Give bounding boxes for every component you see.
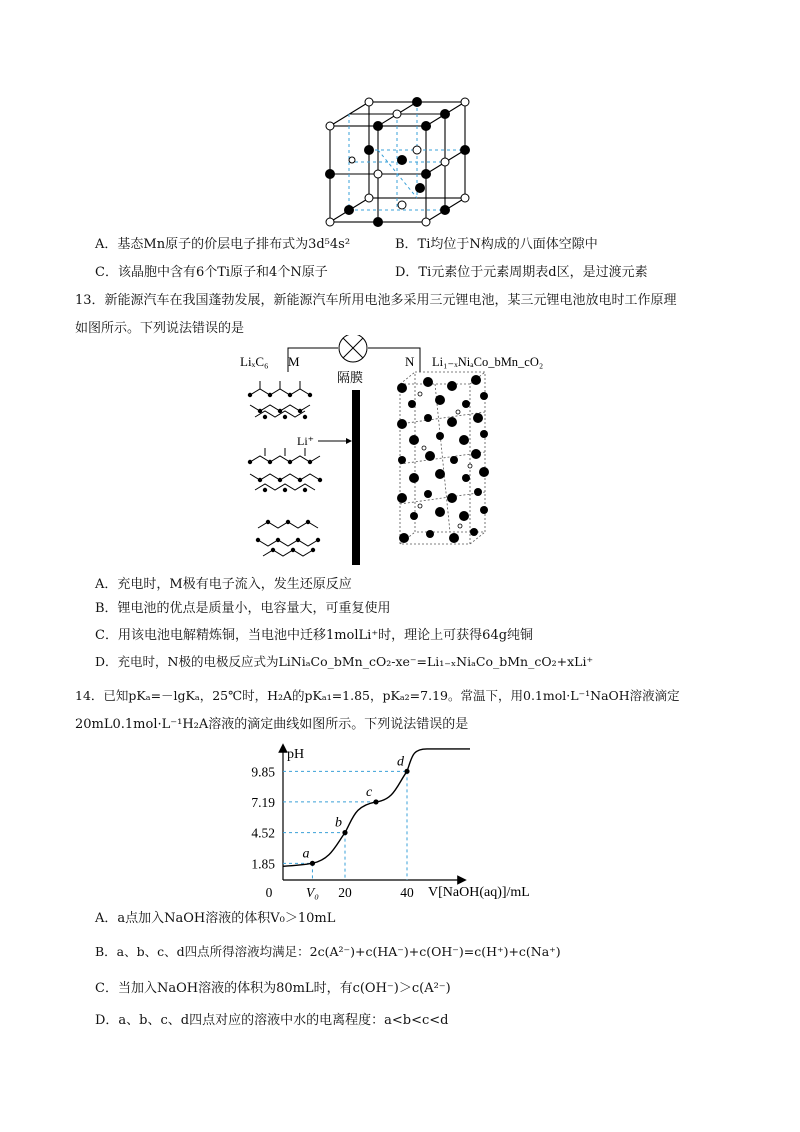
ion-label: Li⁺ (297, 434, 314, 448)
x-tick-label-3: 40 (400, 885, 414, 900)
point-label-c: c (366, 784, 373, 800)
x-axis-label: V[NaOH(aq)]/mL (428, 885, 530, 900)
q12-option-c: C．该晶胞中含有6个Ti原子和4个N原子 (95, 265, 328, 280)
x-tick-label-1: V₀ (305, 885, 319, 900)
graphite-atoms (248, 393, 322, 552)
q14-option-c: C．当加入NaOH溶液的体积为80mL时，有c(OH⁻)＞c(A²⁻) (95, 981, 451, 996)
x-tick-label-2: 20 (338, 885, 352, 900)
y-tick-label-2: 7.19 (251, 794, 275, 810)
q14-stem-line1: 14．已知pKₐ=－lgKₐ，25℃时，H₂A的pKₐ₁=1.85，pKₐ₂=7.19。常温下，用0.1mol·L⁻¹NaOH溶液滴定 (75, 688, 680, 703)
q14-option-b: B．a、b、c、d四点所得溶液均满足：2c(A²⁻)+c(HA⁻)+c(OH⁻)=c(H⁺)+c(Na⁺) (95, 944, 561, 959)
y-tick-label-0: 1.85 (251, 856, 275, 872)
y-tick-label-1: 4.52 (251, 825, 275, 841)
point-d (404, 769, 409, 774)
q13-option-d: D．充电时，N极的电极反应式为LiNiₐCo_bMn_cO₂-xe⁻=Li₁₋ₓNiₐCo_bMn_cO₂+xLi⁺ (95, 654, 594, 669)
x-tick-label-0: 0 (265, 885, 273, 900)
q13-stem-line2: 如图所示。下列说法错误的是 (75, 321, 245, 336)
point-b (342, 830, 347, 835)
point-label-d: d (397, 754, 404, 770)
point-label-a: a (302, 846, 310, 862)
oxide-atoms (397, 375, 489, 543)
point-a (310, 861, 315, 866)
q12-option-a (95, 238, 350, 251)
point-label-b: b (335, 815, 342, 831)
y-axis-label: pH (287, 747, 305, 762)
q14-stem-line2: 20mL0.1mol·L⁻¹H₂A溶液的滴定曲线如图所示。下列说法错误的是 (75, 717, 469, 732)
q12-option-b: B．Ti均位于N构成的八面体空隙中 (395, 237, 598, 252)
separator-label: 隔膜 (337, 370, 364, 385)
q13-option-c: C．用该电池电解精炼铜，当电池中迁移1molLi⁺时，理论上可获得64g纯铜 (95, 628, 534, 643)
titration-curve (283, 749, 470, 866)
left-formula-label: LiₓC₆ (240, 354, 269, 369)
q12-option-a-text: A．基态Mn原子的价层电子排布式为 (95, 237, 309, 252)
crystal-cell-figure (0, 90, 800, 320)
battery-figure (235, 335, 595, 565)
q14-option-a: A．a点加入NaOH溶液的体积V₀＞10mL (95, 911, 336, 926)
y-tick-label-3: 9.85 (251, 764, 275, 780)
graphite-layers (250, 381, 320, 556)
q13-option-a: A．充电时，M极有电子流入，发生还原反应 (95, 577, 352, 592)
q12-option-d: D．Ti元素位于元素周期表d区，是过渡元素 (395, 265, 648, 280)
right-electrode-label: N (405, 354, 415, 369)
q13-stem-line1: 13．新能源汽车在我国蓬勃发展，新能源汽车所用电池多采用三元锂电池，某三元锂电池放电时工作原理 (75, 293, 677, 308)
titration-chart (230, 740, 630, 905)
left-electrode-label: M (288, 354, 300, 369)
q13-option-b: B．锂电池的优点是质量小，电容量大，可重复使用 (95, 601, 391, 616)
separator-bar (352, 390, 360, 565)
q12-option-a-formula: 3d⁵4s² (308, 237, 351, 252)
right-formula-label: Li₁₋ₓNiₐCo_bMn_cO₂ (432, 355, 544, 369)
point-c (373, 799, 378, 804)
q14-option-d: D．a、b、c、d四点对应的溶液中水的电离程度：a<b<c<d (95, 1013, 449, 1028)
